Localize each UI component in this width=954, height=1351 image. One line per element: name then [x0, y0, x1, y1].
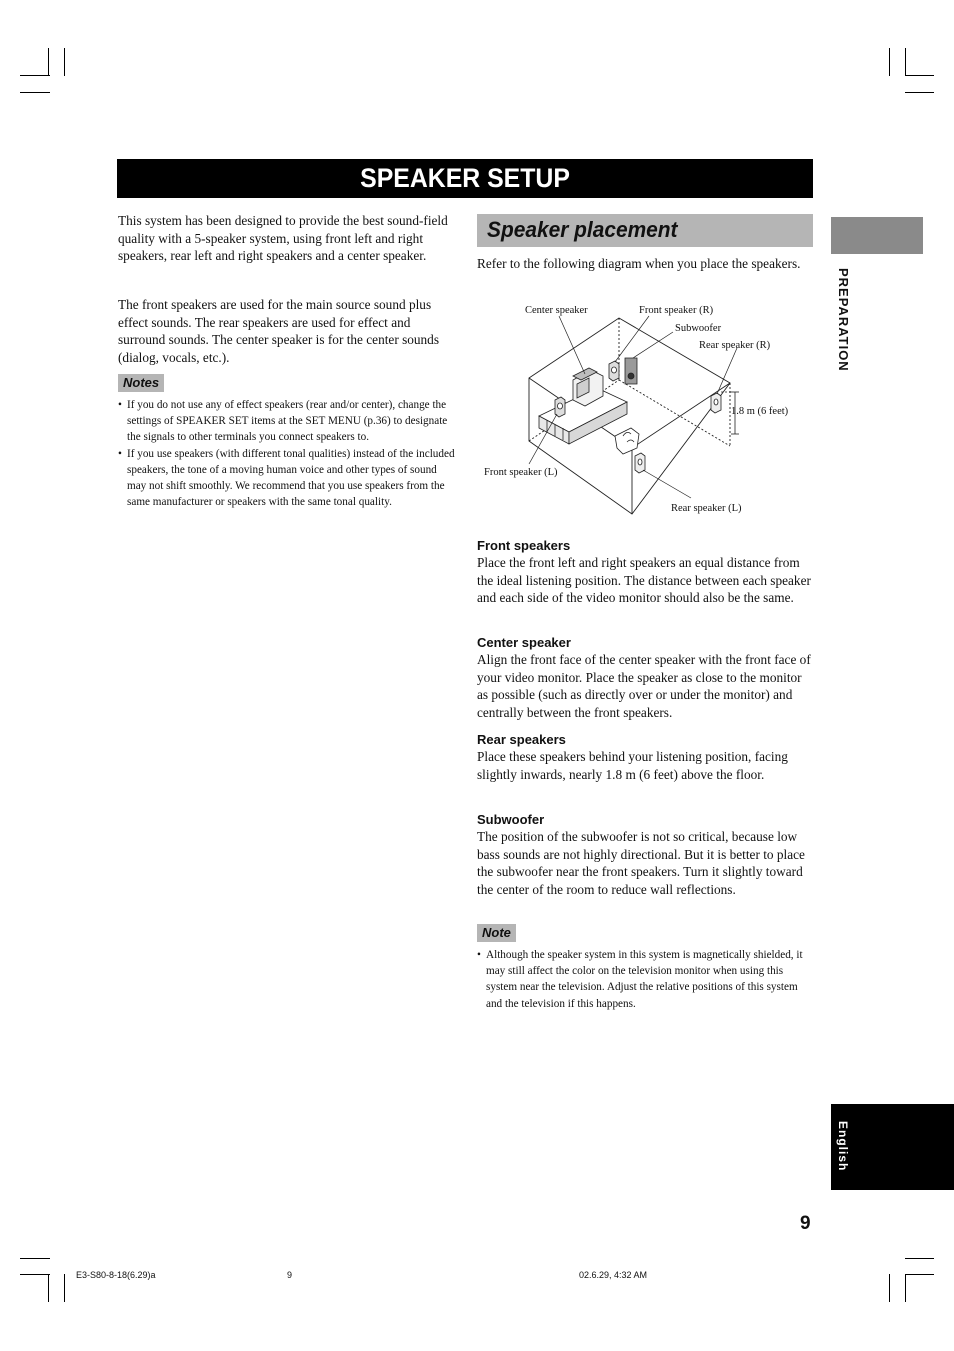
note-text: If you do not use any of effect speakers (rear and/or center), change the settings of SPEAKER SET items at the SET MENU (p.36) to designate the signals to other terminals you connect speakers to.	[127, 399, 448, 444]
section-title: Speaker placement	[487, 217, 678, 242]
language-tab-label: English	[836, 1121, 850, 1172]
language-tab	[831, 1104, 954, 1190]
front-speaker-left-icon	[555, 397, 565, 417]
section-text: Align the front face of the center speaker with the front face of your video monitor. Place the speaker as close to the monitor as possible (such as directly over or under the monitor) and centrally between the front speakers.	[477, 652, 811, 721]
list-item: • If you do not use any of effect speakers (rear and/or center), change the settings of SPEAKER SET items at the SET MENU (p.36) to designate the signals to other terminals you connect speakers to.	[118, 399, 448, 444]
section-tab-marker	[831, 217, 923, 254]
subwoofer-section	[477, 811, 813, 899]
crop-mark	[905, 1274, 934, 1275]
note-list	[477, 947, 813, 1012]
section-text: The position of the subwoofer is not so critical, because low bass sounds are not highly directional. But it is better to place the subwoofer near the front speakers. Turn it slightly toward the center of the room to reduce wall reflections.	[477, 829, 805, 898]
center-speaker-section	[477, 634, 813, 722]
listening-chair-icon	[615, 428, 639, 454]
footer-timestamp: 02.6.29, 4:32 AM	[579, 1270, 648, 1280]
section-heading: Subwoofer	[477, 812, 545, 827]
section-heading: Center speaker	[477, 635, 571, 650]
notes-label: Notes	[118, 374, 164, 392]
intro-paragraph-2	[118, 296, 456, 367]
diagram-intro	[477, 255, 813, 273]
section-tab-label: PREPARATION	[836, 268, 851, 372]
note-text: If you use speakers (with different tonal qualities) instead of the included speakers, the tone of a moving human voice and other types of sound may not shift smoothly. We recommend that you use speakers from the same manufacturer or speakers with the same tonal quality.	[127, 447, 455, 509]
notes-heading	[118, 374, 164, 392]
crop-mark	[905, 1258, 934, 1259]
list-item: • If you use speakers (with different tonal qualities) instead of the included speakers, the tone of a moving human voice and other types of sound may not shift smoothly. We recommend that you use speakers from the same manufacturer or speakers with the same tonal quality.	[118, 447, 455, 509]
crop-mark	[20, 75, 50, 76]
label-rear-speaker-l: Rear speaker (L)	[671, 503, 742, 514]
list-item: • Although the speaker system in this system is magnetically shielded, it may still affect the color on the television monitor when using this system near the television. Adjust the relative positions of this system and the television if this happens.	[477, 949, 803, 1010]
crop-mark	[889, 48, 890, 76]
diagram-intro-text: Refer to the following diagram when you place the speakers.	[477, 256, 801, 271]
label-front-speaker-l: Front speaker (L)	[484, 467, 558, 478]
section-heading: Front speakers	[477, 538, 571, 553]
section-heading: Rear speakers	[477, 732, 566, 747]
section-text: Place the front left and right speakers an equal distance from the ideal listening position. The distance between each speaker and each side of the video monitor should also be the same.	[477, 555, 811, 606]
crop-mark	[48, 48, 49, 76]
front-speaker-right-icon	[609, 361, 619, 381]
note-text: Although the speaker system in this system is magnetically shielded, it may still affect the color on the television monitor when using this system near the television. Adjust the relative positions of this system and the television if this happens.	[486, 949, 803, 1010]
intro-paragraph-1	[118, 212, 456, 265]
crop-mark	[905, 1274, 906, 1302]
rear-speakers-section	[477, 731, 813, 783]
note-heading	[477, 924, 516, 942]
label-subwoofer: Subwoofer	[675, 323, 722, 334]
section-heading-bar	[477, 214, 813, 247]
crop-mark	[64, 1274, 65, 1302]
crop-mark	[48, 1274, 49, 1302]
rear-speaker-right-icon	[711, 393, 721, 413]
label-rear-speaker-r: Rear speaker (R)	[699, 340, 771, 351]
section-text: Place these speakers behind your listening position, facing slightly inwards, nearly 1.8 m (6 feet) above the floor.	[477, 749, 788, 782]
label-front-speaker-r: Front speaker (R)	[639, 305, 714, 316]
page-number: 9	[800, 1213, 811, 1234]
intro-text-1: This system has been designed to provide the best sound-field quality with a 5-speaker system, using front left and right speakers, rear left and right speakers and a center speaker.	[118, 213, 448, 264]
crop-mark	[20, 1274, 50, 1275]
page-title: SPEAKER SETUP	[360, 163, 570, 193]
crop-mark	[20, 92, 50, 93]
crop-mark	[64, 48, 65, 76]
label-center-speaker: Center speaker	[525, 305, 588, 316]
notes-list-container	[118, 397, 456, 510]
note-container	[477, 947, 813, 1012]
speaker-placement-diagram	[477, 296, 813, 522]
front-speakers-section	[477, 537, 813, 607]
footer-file: E3-S80-8-18(6.29)a	[76, 1270, 156, 1280]
crop-mark	[905, 48, 906, 76]
note-label: Note	[477, 924, 516, 942]
intro-text-2: The front speakers are used for the main source sound plus effect sounds. The rear speakers are used for effect and surround sounds. The center speaker is for the center sounds (dialog, vocals, etc.).	[118, 297, 440, 366]
crop-mark	[905, 92, 934, 93]
notes-list	[118, 397, 456, 510]
crop-mark	[905, 75, 934, 76]
crop-mark	[889, 1274, 890, 1302]
page-title-bar	[117, 159, 813, 198]
crop-mark	[20, 1258, 50, 1259]
label-height: 1.8 m (6 feet)	[731, 406, 789, 417]
footer-page: 9	[287, 1270, 293, 1280]
subwoofer-icon	[625, 358, 637, 384]
